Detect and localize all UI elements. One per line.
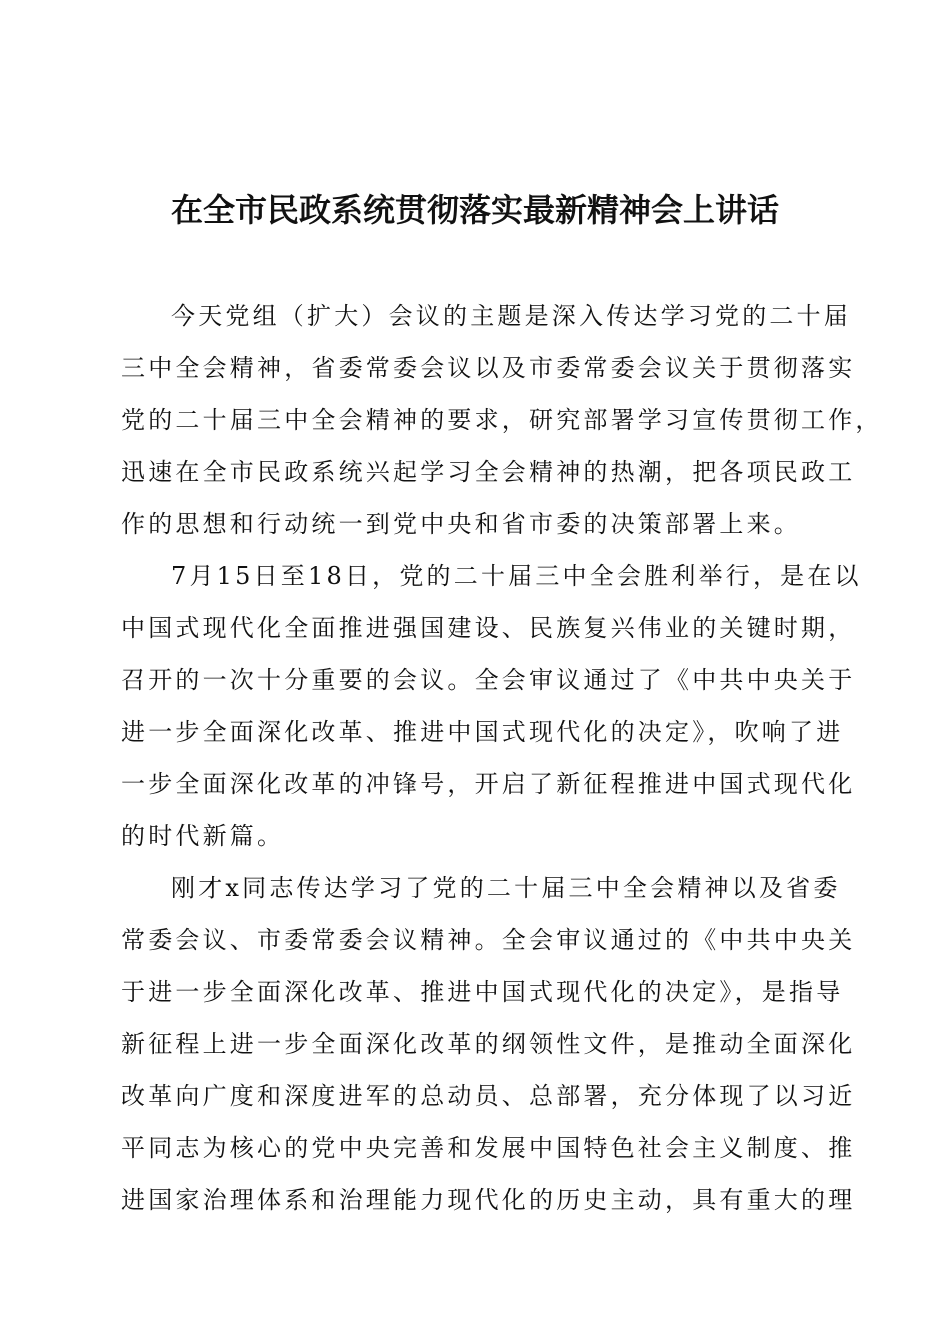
text-line: 今天党组（扩大）会议的主题是深入传达学习党的二十届	[171, 302, 851, 330]
text-line: 党的二十届三中全会精神的要求，研究部署学习宣传贯彻工作，	[121, 406, 883, 434]
text-line: 进一步全面深化改革、推进中国式现代化的决定》，吹响了进	[121, 718, 844, 746]
text-line: 于进一步全面深化改革、推进中国式现代化的决定》，是指导	[121, 978, 844, 1006]
document-body	[121, 290, 883, 1226]
paragraph-1	[121, 290, 883, 550]
text-line: 7月15日至18日，党的二十届三中全会胜利举行，是在以	[171, 562, 862, 590]
paragraph-3	[121, 862, 856, 1226]
text-line: 平同志为核心的党中央完善和发展中国特色社会主义制度、推	[121, 1134, 856, 1162]
text-line: 刚才x同志传达学习了党的二十届三中全会精神以及省委	[171, 874, 841, 902]
text-line: 一步全面深化改革的冲锋号，开启了新征程推进中国式现代化	[121, 770, 856, 798]
text-line: 新征程上进一步全面深化改革的纲领性文件，是推动全面深化	[121, 1030, 856, 1058]
text-line: 作的思想和行动统一到党中央和省市委的决策部署上来。	[121, 510, 801, 538]
text-line: 进国家治理体系和治理能力现代化的历史主动，具有重大的理	[121, 1186, 856, 1214]
text-line: 中国式现代化全面推进强国建设、民族复兴伟业的关键时期，	[121, 614, 856, 642]
text-line: 三中全会精神，省委常委会议以及市委常委会议关于贯彻落实	[121, 354, 856, 382]
text-line: 迅速在全市民政系统兴起学习全会精神的热潮，把各项民政工	[121, 458, 856, 486]
text-line: 改革向广度和深度进军的总动员、总部署，充分体现了以习近	[121, 1082, 856, 1110]
text-line: 常委会议、市委常委会议精神。全会审议通过的《中共中央关	[121, 926, 856, 954]
text-line: 的时代新篇。	[121, 822, 285, 850]
paragraph-2	[121, 550, 862, 862]
text-line: 召开的一次十分重要的会议。全会审议通过了《中共中央关于	[121, 666, 856, 694]
document-title: 在全市民政系统贯彻落实最新精神会上讲话	[170, 191, 779, 229]
